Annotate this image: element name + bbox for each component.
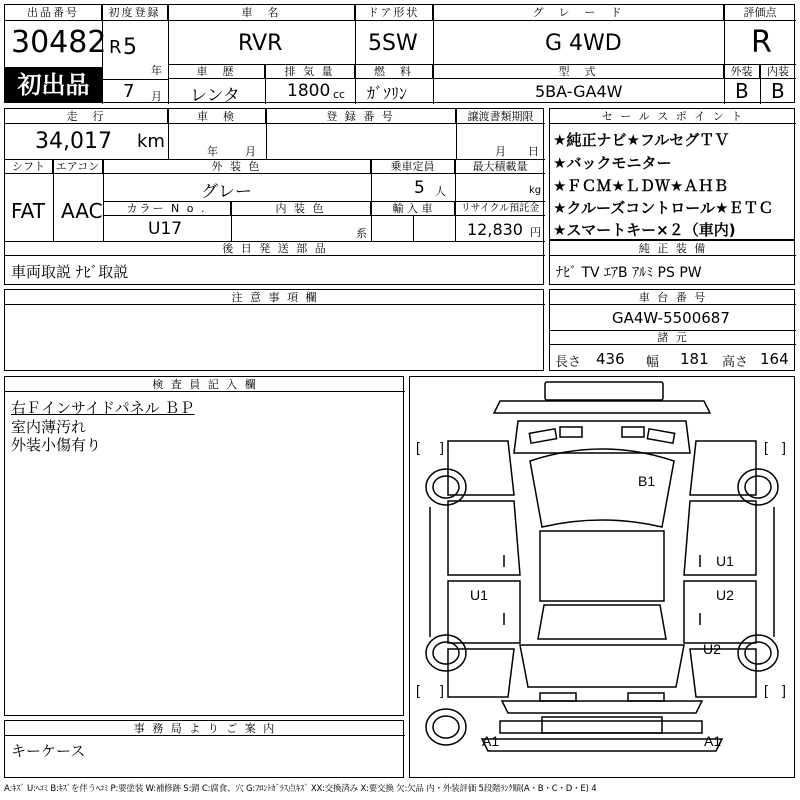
sales-point-line: ★バックモニター	[553, 154, 672, 172]
car-name-label: 車 名	[168, 5, 355, 21]
car-diagram-block	[409, 376, 795, 778]
damage-mark-u2-right: U2	[716, 587, 734, 603]
int-color-label: 内 装 色	[231, 201, 371, 216]
damage-mark-u1-right: U1	[716, 553, 734, 569]
mileage-label: 走 行	[5, 109, 168, 124]
inspection-label: 車 検	[168, 109, 266, 124]
listing-no-label: 出品番号	[5, 5, 102, 21]
inspector-block	[4, 376, 404, 716]
score-label: 評価点	[724, 5, 796, 21]
capacity: 5	[414, 178, 425, 198]
length-value: 436	[596, 350, 625, 368]
reg-no-label: 登 録 番 号	[266, 109, 456, 124]
bracket-close-mark: ]	[782, 682, 786, 698]
width-value: 181	[680, 350, 709, 368]
int-color-unit: 系	[356, 227, 367, 240]
exterior-label: 外装	[724, 64, 760, 79]
inspection-month-unit: 月	[245, 145, 256, 158]
capacity-unit: 人	[435, 185, 446, 198]
shift: FAT	[11, 199, 46, 223]
exterior-score: B	[735, 79, 749, 103]
inspector-line: 室内薄汚れ	[11, 418, 87, 436]
mileage: 34,017	[35, 129, 112, 154]
sales-points-block	[549, 108, 795, 240]
bracket-open-mark: [	[764, 682, 768, 698]
grade-label: グ レ ー ド	[433, 5, 724, 21]
mileage-unit: km	[137, 131, 165, 152]
listing-no: 30482	[11, 25, 107, 60]
damage-mark-a1-right: A1	[704, 733, 722, 749]
interior-score: B	[771, 79, 785, 103]
ac: AAC	[61, 199, 103, 223]
grade: G 4WD	[545, 31, 622, 56]
model-label: 型 式	[433, 64, 724, 79]
chassis-number: GA4W-5500687	[612, 309, 730, 327]
notes-label: 注 意 事 項 欄	[5, 290, 545, 305]
fuel: ｶﾞｿﾘﾝ	[367, 84, 408, 103]
damage-mark-a1-left: A1	[482, 733, 500, 749]
history: レンタ	[190, 86, 240, 106]
capacity-label: 乗車定員	[371, 159, 455, 174]
bracket-open-mark: [	[416, 682, 420, 698]
damage-mark-u1-left: U1	[470, 587, 488, 603]
car-name: RVR	[238, 31, 283, 56]
displacement-unit: cc	[333, 88, 346, 101]
damage-mark-b1: B1	[638, 473, 656, 489]
later-parts: 車両取説 ﾅﾋﾞ取説	[11, 263, 129, 281]
header-block	[4, 4, 795, 106]
sales-point-line: ★スマートキー×２（車内)	[553, 221, 736, 239]
sales-point-line: ★純正ナビ★フルセグＴＶ	[553, 131, 730, 149]
bracket-open-mark: [	[416, 439, 420, 455]
load-label: 最大積載量	[455, 159, 545, 174]
color-no: U17	[148, 219, 183, 239]
equipment-block	[549, 240, 795, 285]
ac-label: エアコン	[53, 159, 103, 174]
damage-mark-u2-right-rear: U2	[703, 641, 721, 657]
sales-points-label: セ ー ル ス ポ イ ン ト	[550, 109, 796, 124]
bracket-open-mark: [	[764, 439, 768, 455]
month-unit: 月	[151, 90, 162, 103]
fuel-label: 燃 料	[355, 64, 433, 79]
bracket-close-mark: ]	[440, 439, 444, 455]
chassis-block	[549, 289, 795, 371]
bracket-close-mark: ]	[440, 682, 444, 698]
model: 5BA-GA4W	[535, 82, 623, 101]
color-no-label: カラー N o .	[103, 201, 231, 216]
door-label: ドア形状	[355, 5, 433, 21]
bracket-close-mark: ]	[782, 439, 786, 455]
load-unit: kg	[529, 185, 542, 196]
shift-label: シフト	[5, 159, 53, 174]
height-label: 高さ	[722, 355, 749, 370]
dims-label: 諸 元	[550, 330, 796, 345]
interior-label: 内装	[760, 64, 796, 79]
history-label: 車 歴	[168, 64, 265, 79]
reg-month: 7	[123, 81, 135, 102]
score: R	[751, 25, 772, 60]
transfer-day-unit: 日	[528, 145, 539, 158]
sales-point-line: ★ＦＣＭ★ＬＤＷ★ＡＨＢ	[553, 177, 729, 195]
legend-footer: A:ｷｽﾞ U:ﾍｺﾐ B:ｷｽﾞを伴うﾍｺﾐ P:要塗装 W:補修跡 S:錆 C:腐食、穴 G:ﾌﾛﾝﾄｶﾞﾗｽ点ｷｽﾞ XX:交換済み X:要交換 欠:欠品 内・外装評価 5段階ﾗﾝｸ順(A・B・C・D・E) 4	[4, 784, 597, 794]
color: グレー	[201, 182, 252, 202]
office-block	[4, 720, 404, 778]
later-parts-label: 後 日 発 送 部 品	[5, 241, 545, 256]
recycle-unit: 円	[530, 226, 541, 239]
displacement: 1800	[287, 81, 331, 101]
inspector-label: 検 査 員 記 入 欄	[5, 377, 405, 392]
equipment-label: 純 正 装 備	[550, 241, 796, 256]
transfer-month-unit: 月	[495, 145, 506, 158]
car-diagram	[410, 377, 794, 777]
transfer-label: 譲渡書類期限	[456, 109, 545, 124]
inspector-line: 右Ｆインサイドパネル ＢＰ	[11, 399, 195, 417]
reg-year: 5	[123, 35, 137, 60]
recycle: 12,830	[467, 220, 523, 239]
chassis-label: 車 台 番 号	[550, 290, 796, 305]
length-label: 長さ	[555, 355, 582, 370]
color-label: 外 装 色	[103, 159, 371, 174]
first-reg-label: 初度登録	[102, 5, 168, 21]
details-block	[4, 108, 544, 285]
width-label: 幅	[646, 355, 660, 370]
import-label: 輸 入 車	[371, 201, 455, 216]
recycle-label: リサイクル預託金	[455, 201, 545, 216]
inspector-line: 外装小傷有り	[11, 436, 102, 454]
first-listing-badge: 初出品	[5, 67, 102, 103]
office-label: 事 務 局 よ り ご 案 内	[5, 721, 405, 736]
equipment-value: ﾅﾋﾞ TV ｴｱB ｱﾙﾐ PS PW	[556, 265, 702, 281]
era: R	[109, 37, 122, 58]
inspection-year-unit: 年	[207, 145, 218, 158]
year-unit: 年	[151, 64, 162, 77]
height-value: 164	[760, 350, 789, 368]
door-type: 5SW	[368, 31, 418, 56]
notes-block	[4, 289, 544, 371]
office-value: キーケース	[11, 742, 86, 760]
sales-point-line: ★クルーズコントロール★ＥＴＣ	[553, 199, 774, 217]
displacement-label: 排 気 量	[265, 64, 355, 79]
